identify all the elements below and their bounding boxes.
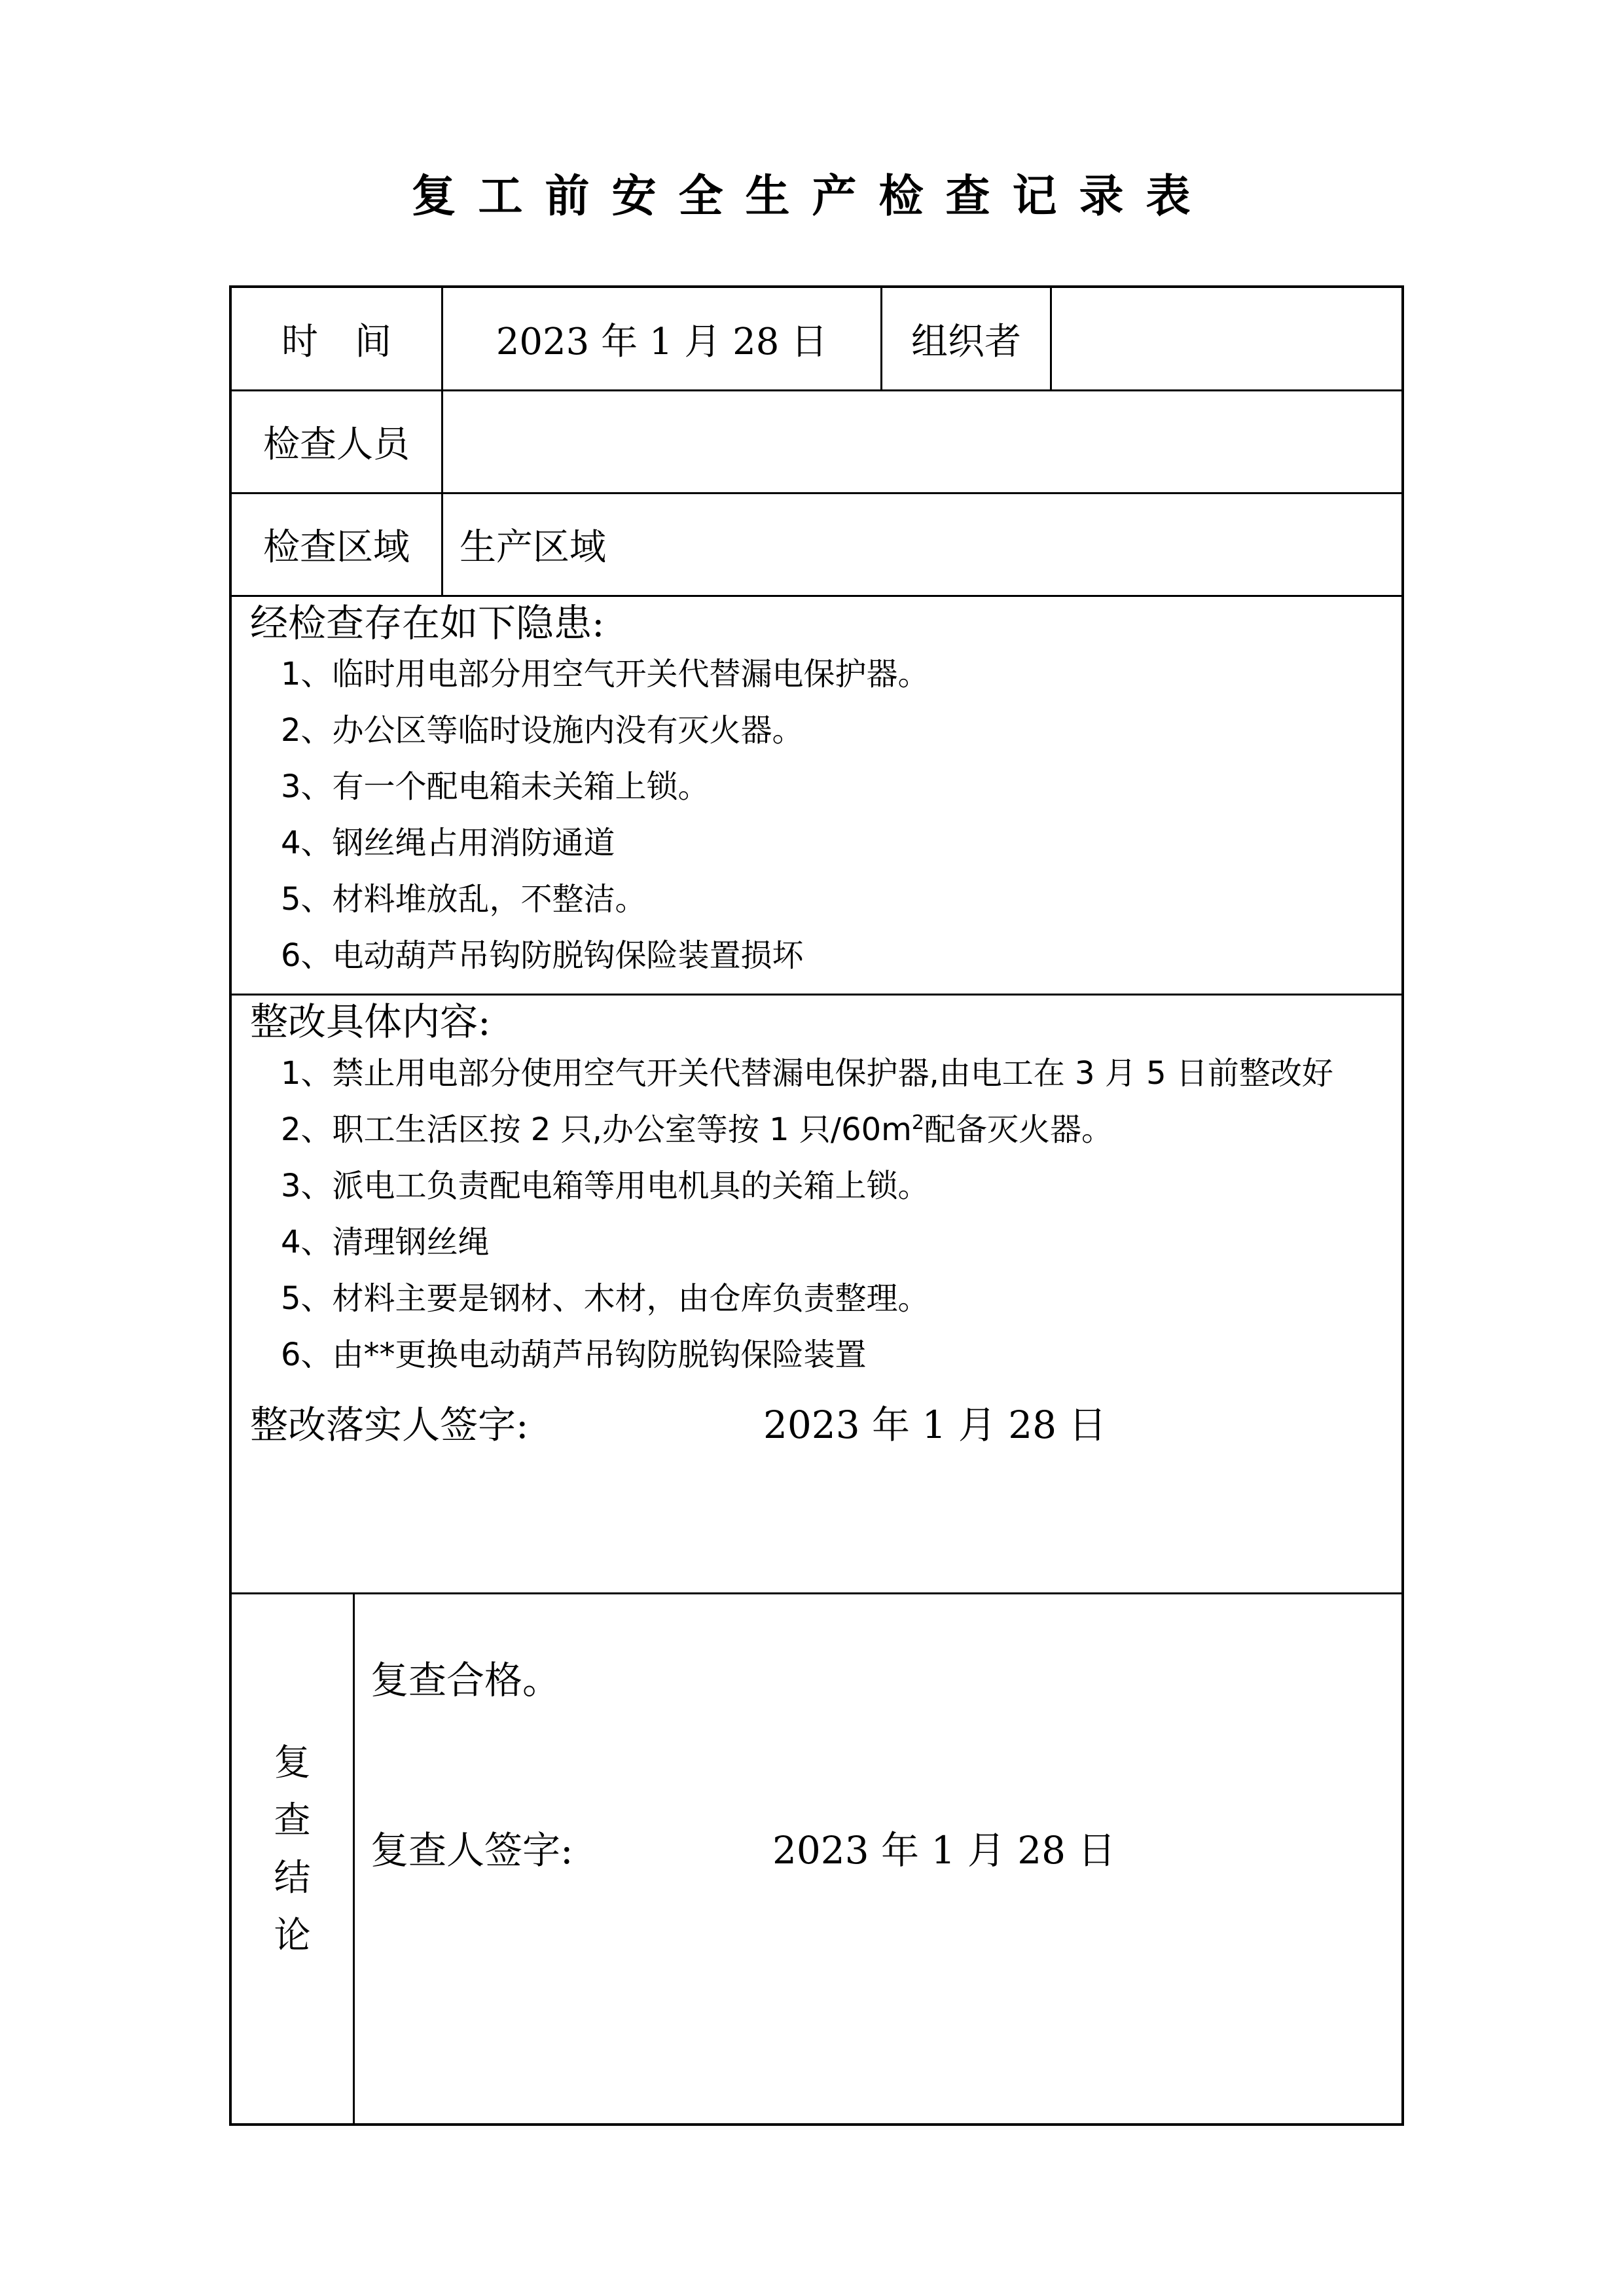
hazard-item: 1、临时用电部分用空气开关代替漏电保护器。 [281,656,929,692]
inspection-record-table [229,285,1404,2126]
reviewer-signature-label: 复查人签字: [370,1828,573,1873]
hazard-item: 3、有一个配电箱未关箱上锁。 [281,768,710,805]
area-value: 生产区域 [460,526,606,569]
hazard-item: 4、钢丝绳占用消防通道 [281,825,615,861]
rectification-item: 4、清理钢丝绳 [281,1224,490,1261]
superscript: 2 [911,1111,925,1134]
rectification-item [281,1110,1113,1149]
rectification-heading: 整改具体内容: [250,999,491,1044]
label-char: 结 [274,1857,311,1899]
inspectors-label: 检查人员 [263,423,410,466]
row-divider [232,595,1401,597]
rectification-item-text: 配备灭火器。 [924,1111,1113,1148]
rectification-item: 5、材料主要是钢材、木材，由仓库负责整理。 [281,1280,929,1317]
review-conclusion-label [232,1734,353,1965]
rectification-item: 1、禁止用电部分使用空气开关代替漏电保护器,由电工在 3 月 5 日前整改好 [281,1055,1333,1092]
hazards-heading: 经检查存在如下隐患: [250,601,605,645]
hazard-item: 5、材料堆放乱，不整洁。 [281,881,647,918]
reviewer-signature-date: 2023 年 1 月 28 日 [772,1828,1116,1873]
hazard-item: 2、办公区等临时设施内没有灭火器。 [281,712,804,749]
page-title: 复工前安全生产检查记录表 [411,170,1213,223]
rectification-signature-label: 整改落实人签字: [250,1403,529,1447]
label-char: 复 [274,1742,311,1784]
rectification-item-text: 2、职工生活区按 2 只,办公室等按 1 只/60m [281,1111,912,1148]
rectification-item: 3、派电工负责配电箱等用电机具的关箱上锁。 [281,1168,929,1204]
time-value: 2023 年 1 月 28 日 [496,320,828,363]
hazard-item: 6、电动葫芦吊钩防脱钩保险装置损坏 [281,937,804,974]
organizer-value [1052,288,1399,389]
review-result: 复查合格。 [370,1658,561,1702]
label-char: 查 [274,1799,311,1842]
inspectors-value [443,391,1399,492]
label-char: 论 [274,1914,311,1957]
row-divider [232,1592,1401,1594]
row-divider [232,994,1401,996]
rectification-signature-date: 2023 年 1 月 28 日 [763,1403,1107,1447]
time-label: 时 间 [281,320,391,363]
column-divider [353,1592,355,2126]
area-label: 检查区域 [263,526,410,569]
rectification-item: 6、由**更换电动葫芦吊钩防脱钩保险装置 [281,1336,867,1373]
organizer-label: 组织者 [911,320,1021,363]
